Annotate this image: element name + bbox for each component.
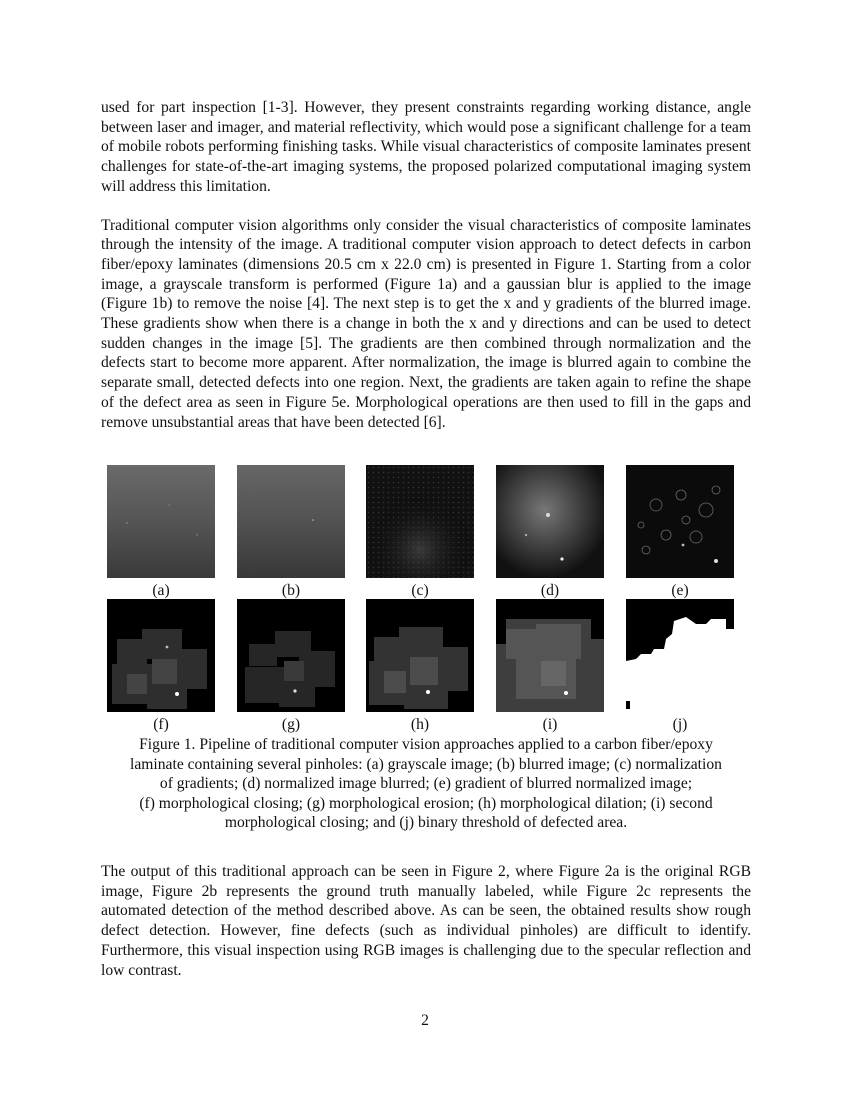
panel-a-label: (a)	[152, 582, 170, 599]
panel-c	[366, 465, 474, 600]
caption-line: morphological closing; and (j) binary threshold of defected area.	[224, 814, 628, 832]
paragraph-1: used for part inspection [1-3]. However, they present constraints regarding working distance, angle between laser and imager, and material reflectivity, which would pose a significant challenge for a team of mobile robots performing finishing tasks. While visual characteristics of composite laminates present challenges for state-of-the-art imaging systems, the proposed polarized computational imaging system will address this limitation.	[101, 99, 751, 195]
panel-d-label: (d)	[540, 582, 560, 599]
paragraph-2: Traditional computer vision algorithms only consider the visual characteristics of composite laminates through the intensity of the image. A traditional computer vision approach to detect defects in carbon fiber/epoxy laminates (dimensions 20.5 cm x 22.0 cm) is presented in Figure 1. Starting from a color image, a grayscale transform is performed (Figure 1a) and a gaussian blur is applied to the image (Figure 1b) to remove the noise [4]. The next step is to get the x and y gradients of the blurred image. These gradients show when there is a change in both the x and y directions and can be used to detect sudden changes in the image [5]. The gradients are then combined through normalization and the defects start to become more apparent. After normalization, the image is blurred again to combine the separate small, detected defects into one region. Next, the gradients are taken again to refine the shape of the defect area as seen in Figure 5e. Morphological operations are then used to fill in the gaps and remove unsubstantial areas that have been detected [6].	[101, 216, 751, 431]
panel-b-label: (b)	[281, 582, 301, 599]
panel-a-image	[107, 465, 215, 578]
panel-f-label: (f)	[153, 716, 169, 733]
panel-b-image	[237, 465, 345, 578]
panel-h-label: (h)	[410, 716, 430, 733]
panel-g-label: (g)	[281, 716, 301, 733]
panel-h	[366, 599, 474, 734]
caption-line: Figure 1. Pipeline of traditional computer vision approaches applied to a carbon fiber/epoxy	[139, 736, 713, 753]
figure-1	[101, 465, 751, 733]
panel-b	[237, 465, 345, 600]
panel-i	[496, 599, 604, 734]
caption-line: laminate containing several pinholes: (a) grayscale image; (b) blurred image; (c) normalization	[130, 755, 722, 773]
panel-j-label: (j)	[672, 716, 688, 733]
figure-caption	[101, 735, 751, 833]
panel-c-image	[366, 465, 474, 578]
panel-h-image	[366, 599, 474, 712]
panel-f	[107, 599, 215, 734]
figure-row-bottom	[101, 599, 751, 733]
caption-line: (f) morphological closing; (g) morphological erosion; (h) morphological dilation; (i) second	[139, 794, 713, 812]
panel-i-image	[496, 599, 604, 712]
panel-d	[496, 465, 604, 600]
panel-a	[107, 465, 215, 600]
panel-e-image	[626, 465, 734, 578]
panel-g-image	[237, 599, 345, 712]
panel-g	[237, 599, 345, 734]
panel-f-image	[107, 599, 215, 712]
caption-line: of gradients; (d) normalized image blurred; (e) gradient of blurred normalized image;	[159, 775, 693, 793]
panel-j	[626, 599, 734, 734]
paragraph-3: The output of this traditional approach can be seen in Figure 2, where Figure 2a is the original RGB image, Figure 2b represents the ground truth manually labeled, while Figure 2c represents the automated detection of the method described above. As can be seen, the obtained results show rough defect detection. However, fine defects (such as individual pinholes) are difficult to identify. Furthermore, this visual inspection using RGB images is challenging due to the specular reflection and low contrast.	[101, 863, 751, 979]
page-body-lower	[101, 862, 751, 980]
panel-c-label: (c)	[411, 582, 429, 599]
panel-e-label: (e)	[671, 582, 689, 599]
panel-e	[626, 465, 734, 600]
panel-i-label: (i)	[542, 716, 558, 733]
panel-d-image	[496, 465, 604, 578]
page-body	[101, 98, 751, 432]
page-number: 2	[421, 1012, 429, 1029]
panel-j-image	[626, 599, 734, 712]
figure-row-top	[101, 465, 751, 599]
